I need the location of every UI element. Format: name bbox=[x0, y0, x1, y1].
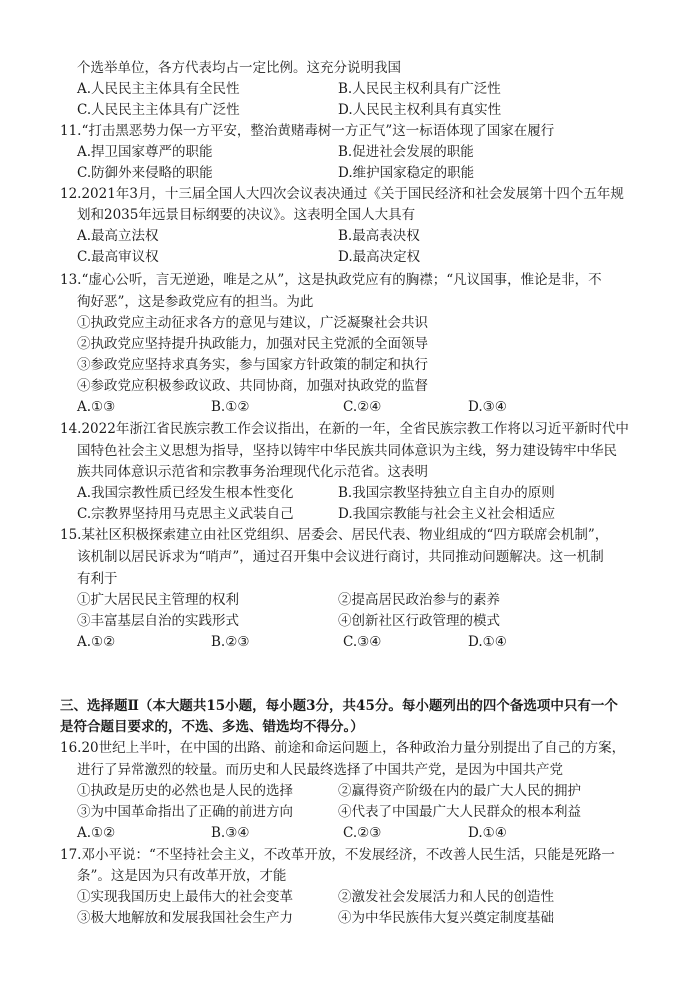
q13-stem-line1: 13.“虚心公听，言无逆逊，唯是之从”，这是执政党应有的胸襟；“凡议国事，惟论是非，不 bbox=[60, 272, 602, 288]
q13-choice-a: A.①③ bbox=[77, 399, 116, 415]
q16-choice-c: C.②③ bbox=[343, 825, 382, 841]
q10-option-d: D.人民民主权利具有真实性 bbox=[338, 102, 502, 118]
q14-stem-line2: 国特色社会主义思想为指导，坚持以铸牢中华民族共同体意识为主线，努力建设铸牢中华民 bbox=[77, 443, 617, 459]
section3-heading-line1: 三、选择题Ⅱ（本大题共15小题，每小题3分，共45分。每小题列出的四个备选项中只有一个 bbox=[60, 698, 618, 714]
q15-item-4: ④创新社区行政管理的模式 bbox=[338, 613, 500, 629]
q15-stem-line1: 15.某社区积极探索建立由社区党组织、居委会、居民代表、物业组成的“四方联席会机制”， bbox=[60, 527, 609, 543]
q15-choice-c: C.③④ bbox=[343, 634, 382, 650]
q11-option-b: B.促进社会发展的职能 bbox=[338, 144, 474, 160]
q15-item-3: ③丰富基层自治的实践形式 bbox=[77, 613, 239, 629]
q16-choice-a: A.①② bbox=[77, 825, 116, 841]
q12-option-a: A.最高立法权 bbox=[77, 228, 159, 244]
q14-option-a: A.我国宗教性质已经发生根本性变化 bbox=[77, 485, 294, 501]
q14-option-b: B.我国宗教坚持独立自主自办的原则 bbox=[338, 485, 555, 501]
q17-stem-line1: 17.邓小平说：“不坚持社会主义，不改革开放，不发展经济，不改善人民生活，只能是死路一 bbox=[60, 847, 615, 863]
q10-option-a: A.人民民主主体具有全民性 bbox=[77, 81, 240, 97]
q11-option-d: D.维护国家稳定的职能 bbox=[338, 165, 475, 181]
q11-stem: 11.“打击黑恶势力保一方平安，整治黄赌毒树一方正气”这一标语体现了国家在履行 bbox=[60, 123, 555, 139]
q17-stem-line2: 条”。这是因为只有改革开放，才能 bbox=[77, 868, 287, 884]
q15-choice-b: B.②③ bbox=[211, 634, 250, 650]
q15-choice-a: A.①② bbox=[77, 634, 116, 650]
q12-stem-line2: 划和2035年远景目标纲要的决议》。这表明全国人大具有 bbox=[77, 207, 416, 223]
q14-stem-line3: 族共同体意识示范省和宗教事务治理现代化示范省。这表明 bbox=[77, 464, 428, 480]
q15-choice-d: D.①④ bbox=[468, 634, 507, 650]
q12-stem-line1: 12.2021年3月，十三届全国人大四次会议表决通过《关于国民经济和社会发展第十四个五年规 bbox=[60, 186, 624, 202]
q13-item-3: ③参政党应坚持求真务实，参与国家方针政策的制定和执行 bbox=[77, 357, 428, 373]
q16-item-4: ④代表了中国最广大人民群众的根本利益 bbox=[338, 804, 581, 820]
q13-item-2: ②执政党应坚持提升执政能力，加强对民主党派的全面领导 bbox=[77, 336, 428, 352]
q16-item-3: ③为中国革命指出了正确的前进方向 bbox=[77, 804, 293, 820]
q14-option-c: C.宗教界坚持用马克思主义武装自己 bbox=[77, 506, 294, 522]
q10-stem: 个选举单位，各方代表均占一定比例。这充分说明我国 bbox=[77, 60, 401, 76]
q17-item-2: ②激发社会发展活力和人民的创造性 bbox=[338, 889, 554, 905]
q12-option-b: B.最高表决权 bbox=[338, 228, 420, 244]
q13-choice-d: D.③④ bbox=[468, 399, 507, 415]
q17-item-3: ③极大地解放和发展我国社会生产力 bbox=[77, 910, 293, 926]
q11-option-c: C.防御外来侵略的职能 bbox=[77, 165, 213, 181]
q16-item-2: ②赢得资产阶级在内的最广大人民的拥护 bbox=[338, 783, 581, 799]
q10-option-c: C.人民民主主体具有广泛性 bbox=[77, 102, 240, 118]
q13-choice-c: C.②④ bbox=[343, 399, 382, 415]
q16-choice-d: D.①④ bbox=[468, 825, 507, 841]
q16-item-1: ①执政是历史的必然也是人民的选择 bbox=[77, 783, 293, 799]
q13-choice-b: B.①② bbox=[211, 399, 250, 415]
section3-heading-line2: 是符合题目要求的，不选、多选、错选均不得分。） bbox=[60, 719, 364, 735]
q17-item-1: ①实现我国历史上最伟大的社会变革 bbox=[77, 889, 293, 905]
q15-item-2: ②提高居民政治参与的素养 bbox=[338, 592, 500, 608]
q13-item-1: ①执政党应主动征求各方的意见与建议，广泛凝聚社会共识 bbox=[77, 315, 428, 331]
q17-item-4: ④为中华民族伟大复兴奠定制度基础 bbox=[338, 910, 554, 926]
q16-stem-line1: 16.20世纪上半叶，在中国的出路、前途和命运问题上，各种政治力量分别提出了自己的方案， bbox=[60, 740, 626, 756]
q12-option-d: D.最高决定权 bbox=[338, 249, 421, 265]
q16-choice-b: B.③④ bbox=[211, 825, 250, 841]
q12-option-c: C.最高审议权 bbox=[77, 249, 159, 265]
q14-stem-line1: 14.2022年浙江省民族宗教工作会议指出，在新的一年，全省民族宗教工作将以习近平新时代中 bbox=[60, 421, 629, 437]
q11-option-a: A.捍卫国家尊严的职能 bbox=[77, 144, 213, 160]
q13-item-4: ④参政党应积极参政议政、共同协商，加强对执政党的监督 bbox=[77, 378, 428, 394]
q15-item-1: ①扩大居民民主管理的权利 bbox=[77, 592, 239, 608]
q15-stem-line2: 该机制以居民诉求为“哨声”，通过召开集中会议进行商讨，共同推动问题解决。这一机制 bbox=[77, 549, 604, 565]
q14-option-d: D.我国宗教能与社会主义社会相适应 bbox=[338, 506, 556, 522]
q15-stem-line3: 有利于 bbox=[77, 571, 118, 587]
q13-stem-line2: 徇好恶”，这是参政党应有的担当。为此 bbox=[77, 294, 314, 310]
q16-stem-line2: 进行了异常激烈的较量。而历史和人民最终选择了中国共产党，是因为中国共产党 bbox=[77, 762, 563, 778]
q10-option-b: B.人民民主权利具有广泛性 bbox=[338, 81, 501, 97]
